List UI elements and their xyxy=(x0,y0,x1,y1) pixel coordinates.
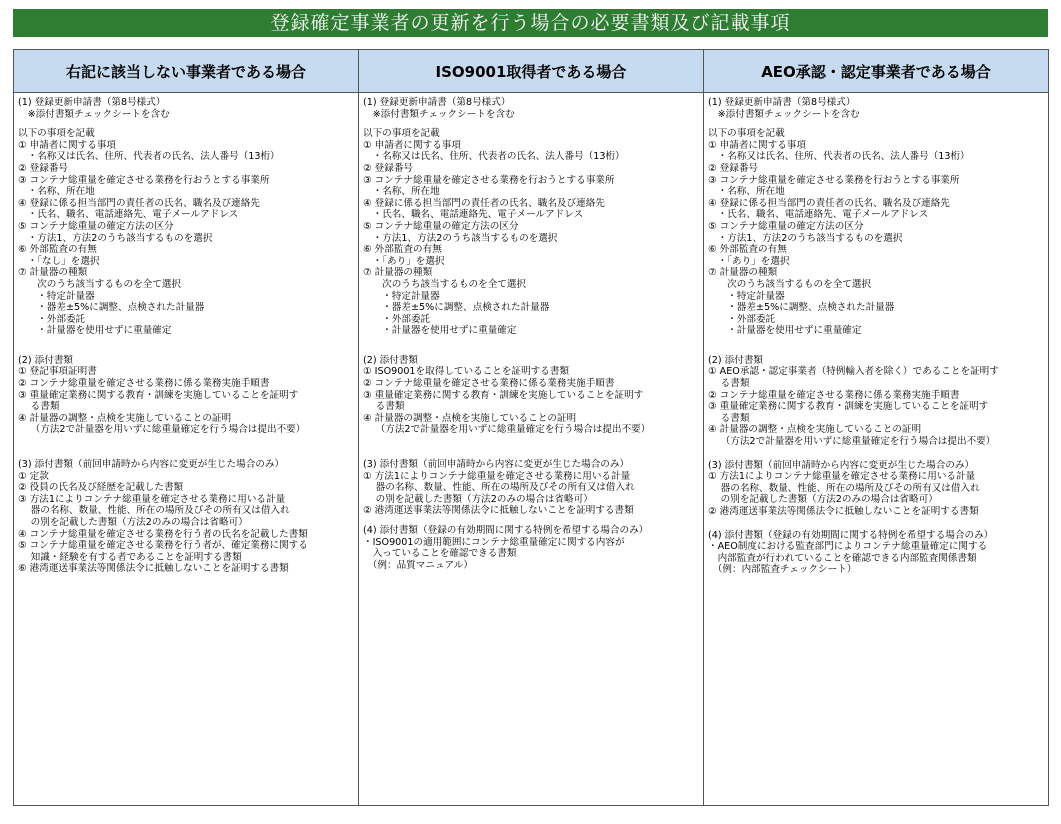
text-line: ・「あり」を選択 xyxy=(363,255,445,267)
text-line: 次のうち該当するものを全て選択 xyxy=(708,278,872,290)
section xyxy=(363,128,697,337)
text-line: ② コンテナ総重量を確定させる業務に係る業務実施手順書 xyxy=(708,389,960,401)
text-line: る書類 xyxy=(708,378,750,390)
text-line: (1) 登録更新申請書（第8号様式） xyxy=(708,97,856,108)
text-line: ④ 計量器の調整・点検を実施していることの証明 xyxy=(363,412,577,424)
text-line: ※添付書類チェックシートを含む xyxy=(18,108,170,120)
text-line: ② 港湾運送事業法等関係法令に抵触しないことを証明する書類 xyxy=(363,505,634,517)
text-line: ・「あり」を選択 xyxy=(708,255,790,267)
text-line: (3) 添付書類（前回申請時から内容に変更が生じた場合のみ） xyxy=(363,459,630,471)
text-line: ① 方法1によりコンテナ総重量を確定させる業務に用いる計量 xyxy=(708,471,976,483)
text-line: の別を記載した書類（方法2のみの場合は省略可） xyxy=(18,517,248,528)
text-line: 次のうち該当するものを全て選択 xyxy=(363,278,527,290)
text-line: 以下の事項を記載 xyxy=(363,128,440,140)
text-line: ③ 重量確定業務に関する教育・訓練を実施していることを証明す xyxy=(363,389,644,401)
text-line: ・名称、所在地 xyxy=(18,186,95,198)
text-line: ⑦ 計量器の種類 xyxy=(708,267,778,279)
text-line: ③ 方法1によりコンテナ総重量を確定させる業務に用いる計量 xyxy=(18,493,286,505)
text-line: ・計量器を使用せずに重量確定 xyxy=(363,325,517,337)
text-line: ⑥ 外部監査の有無 xyxy=(708,244,787,256)
text-line: ・方法1、方法2のうち該当するものを選択 xyxy=(18,232,213,244)
text-line: (1) 登録更新申請書（第8号様式） xyxy=(18,97,166,108)
section xyxy=(363,459,697,517)
text-line: ⑥ 港湾運送事業法等関係法令に抵触しないことを証明する書類 xyxy=(18,563,289,575)
text-line: ① 申請者に関する事項 xyxy=(363,139,461,151)
text-line: ① 登記事項証明書 xyxy=(18,366,97,378)
text-line: ① 申請者に関する事項 xyxy=(708,139,806,151)
text-line: ・外部委託 xyxy=(18,313,86,325)
text-line: ② 登録番号 xyxy=(363,162,414,174)
text-line: ① ISO9001を取得していることを証明する書類 xyxy=(363,366,570,378)
text-line: ⑤ コンテナ総重量を確定させる業務を行う者が、確定業務に関する xyxy=(18,540,308,552)
section xyxy=(363,97,697,120)
text-line: (2) 添付書類 xyxy=(363,354,419,366)
text-line: (4) 添付書類（登録の有効期間に関する特例を希望する場合のみ） xyxy=(363,525,649,536)
text-line: ※添付書類チェックシートを含む xyxy=(708,108,860,120)
text-line: ③ コンテナ総重量を確定させる業務を行おうとする事業所 xyxy=(18,174,270,186)
column-header-iso9001: ISO9001取得者である場合 xyxy=(359,50,704,93)
text-line: (3) 添付書類（前回申請時から内容に変更が生じた場合のみ） xyxy=(708,459,975,471)
text-line: （方法2で計量器を用いずに総重量確定を行う場合は提出不要） xyxy=(18,424,306,436)
page-title: 登録確定事業者の更新を行う場合の必要書類及び記載事項 xyxy=(13,9,1048,37)
text-line: ・名称、所在地 xyxy=(363,186,440,198)
text-line: の別を記載した書類（方法2のみの場合は省略可） xyxy=(708,494,938,506)
text-line: ⑥ 外部監査の有無 xyxy=(18,244,97,256)
text-line: ⑤ コンテナ総重量の確定方法の区分 xyxy=(708,220,864,232)
text-line: ④ コンテナ総重量を確定させる業務を行う者の氏名を記載した書類 xyxy=(18,528,308,540)
text-line: ・名称又は氏名、住所、代表者の氏名、法人番号（13桁） xyxy=(708,151,970,163)
section xyxy=(18,128,352,337)
text-line: ・器差±5%に調整、点検された計量器 xyxy=(708,302,895,314)
section xyxy=(18,459,352,575)
column-header-general: 右記に該当しない事業者である場合 xyxy=(14,50,359,93)
text-line: (1) 登録更新申請書（第8号様式） xyxy=(363,97,511,108)
text-line: ・「なし」を選択 xyxy=(18,255,100,267)
section xyxy=(708,460,1042,518)
text-line: ④ 計量器の調整・点検を実施していることの証明 xyxy=(708,424,922,436)
text-line: ② 港湾運送事業法等関係法令に抵触しないことを証明する書類 xyxy=(708,506,979,517)
text-line: ① 方法1によりコンテナ総重量を確定させる業務に用いる計量 xyxy=(363,470,631,482)
text-line: 以下の事項を記載 xyxy=(18,128,95,140)
text-line: ② コンテナ総重量を確定させる業務に係る業務実施手順書 xyxy=(363,378,615,390)
text-line: 以下の事項を記載 xyxy=(708,128,785,140)
column-header-aeo: AEO承認・認定事業者である場合 xyxy=(704,50,1049,93)
text-line: ⑥ 外部監査の有無 xyxy=(363,244,442,256)
text-line: ③ コンテナ総重量を確定させる業務を行おうとする事業所 xyxy=(708,174,960,186)
text-line: ① 申請者に関する事項 xyxy=(18,139,116,151)
text-line: ・特定計量器 xyxy=(18,290,95,302)
section xyxy=(708,97,1042,120)
section xyxy=(708,355,1042,448)
section xyxy=(18,97,352,120)
text-line: 入っていることを確認できる書類 xyxy=(363,548,517,560)
text-line: ④ 登録に係る担当部門の責任者の氏名、職名及び連絡先 xyxy=(18,197,260,209)
requirements-table xyxy=(13,49,1049,806)
text-line: る書類 xyxy=(363,401,405,413)
column-body-general xyxy=(14,93,359,806)
text-line: 知識・経験を有する者であることを証明する書類 xyxy=(18,551,242,563)
text-line: ・器差±5%に調整、点検された計量器 xyxy=(363,302,550,314)
text-line: （例：品質マニュアル） xyxy=(363,559,473,571)
text-line: ④ 計量器の調整・点検を実施していることの証明 xyxy=(18,412,232,424)
text-line: る書類 xyxy=(708,412,750,424)
text-line: の別を記載した書類（方法2のみの場合は省略可） xyxy=(363,493,593,505)
section xyxy=(708,530,1042,576)
text-line: （方法2で計量器を用いずに総重量確定を行う場合は提出不要） xyxy=(708,436,996,448)
text-line: ・計量器を使用せずに重量確定 xyxy=(18,325,172,337)
text-line: ① AEO承認・認定事業者（特例輸入者を除く）であることを証明す xyxy=(708,366,999,378)
text-line: ・ISO9001の適用範囲にコンテナ総重量確定に関する内容が xyxy=(363,536,625,548)
text-line: ・氏名、職名、電話連絡先、電子メールアドレス xyxy=(708,209,929,221)
text-line: 器の名称、数量、性能、所在の場所及びその所有又は借入れ xyxy=(18,505,290,517)
text-line: ※添付書類チェックシートを含む xyxy=(363,108,515,120)
text-line: ④ 登録に係る担当部門の責任者の氏名、職名及び連絡先 xyxy=(708,197,950,209)
text-line: ② コンテナ総重量を確定させる業務に係る業務実施手順書 xyxy=(18,378,270,390)
text-line: ・計量器を使用せずに重量確定 xyxy=(708,325,862,337)
text-line: ① 定款 xyxy=(18,470,49,482)
section xyxy=(363,525,697,571)
text-line: ・方法1、方法2のうち該当するものを選択 xyxy=(363,232,558,244)
text-line: ・氏名、職名、電話連絡先、電子メールアドレス xyxy=(363,209,584,221)
text-line: ⑤ コンテナ総重量の確定方法の区分 xyxy=(18,220,174,232)
section xyxy=(18,355,352,436)
text-line: ② 登録番号 xyxy=(708,162,759,174)
text-line: ・器差±5%に調整、点検された計量器 xyxy=(18,302,205,314)
text-line: (3) 添付書類（前回申請時から内容に変更が生じた場合のみ） xyxy=(18,459,285,471)
text-line: (4) 添付書類（登録の有効期間に関する特例を希望する場合のみ） xyxy=(708,529,994,541)
text-line: ③ コンテナ総重量を確定させる業務を行おうとする事業所 xyxy=(363,174,615,186)
text-line: 次のうち該当するものを全て選択 xyxy=(18,278,182,290)
text-line: る書類 xyxy=(18,401,60,413)
text-line: （方法2で計量器を用いずに総重量確定を行う場合は提出不要） xyxy=(363,424,651,436)
section xyxy=(363,355,697,436)
text-line: ・特定計量器 xyxy=(708,290,785,302)
text-line: ・名称又は氏名、住所、代表者の氏名、法人番号（13桁） xyxy=(363,151,625,163)
text-line: 器の名称、数量、性能、所在の場所及びその所有又は借入れ xyxy=(708,482,980,494)
section xyxy=(708,128,1042,337)
text-line: ・名称又は氏名、住所、代表者の氏名、法人番号（13桁） xyxy=(18,151,280,163)
text-line: ・外部委託 xyxy=(363,313,431,325)
text-line: ・名称、所在地 xyxy=(708,186,785,198)
column-body-iso9001 xyxy=(359,93,704,806)
text-line: ③ 重量確定業務に関する教育・訓練を実施していることを証明す xyxy=(18,389,299,401)
text-line: 内部監査が行われていることを確認できる内部監査関係書類 xyxy=(708,552,977,564)
text-line: 器の名称、数量、性能、所在の場所及びその所有又は借入れ xyxy=(363,482,635,494)
text-line: ④ 登録に係る担当部門の責任者の氏名、職名及び連絡先 xyxy=(363,197,605,209)
text-line: ⑦ 計量器の種類 xyxy=(363,267,433,279)
text-line: ③ 重量確定業務に関する教育・訓練を実施していることを証明す xyxy=(708,401,989,413)
text-line: (2) 添付書類 xyxy=(708,354,764,366)
text-line: ② 役員の氏名及び経歴を記載した書類 xyxy=(18,482,184,494)
text-line: ・AEO制度における監査部門によりコンテナ総重量確定に関する xyxy=(708,541,988,553)
text-line: ・特定計量器 xyxy=(363,290,440,302)
text-line: (2) 添付書類 xyxy=(18,354,74,366)
text-line: ・氏名、職名、電話連絡先、電子メールアドレス xyxy=(18,209,239,221)
text-line: ・外部委託 xyxy=(708,313,776,325)
text-line: ⑤ コンテナ総重量の確定方法の区分 xyxy=(363,220,519,232)
text-line: ⑦ 計量器の種類 xyxy=(18,267,88,279)
text-line: ・方法1、方法2のうち該当するものを選択 xyxy=(708,232,903,244)
column-body-aeo xyxy=(704,93,1049,806)
text-line: （例：内部監査チェックシート） xyxy=(708,564,857,576)
text-line: ② 登録番号 xyxy=(18,162,69,174)
